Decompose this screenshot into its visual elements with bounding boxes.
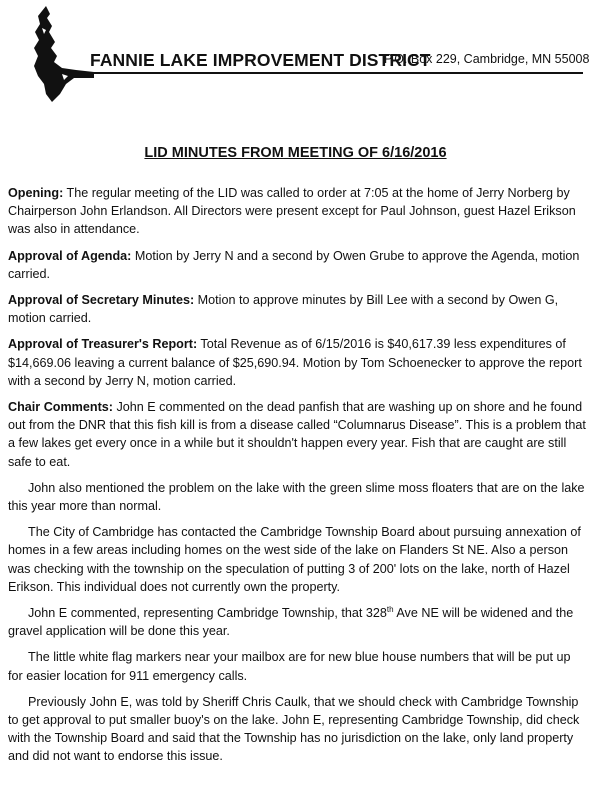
secretary-heading: Approval of Secretary Minutes:	[8, 293, 195, 308]
letterhead-rule	[86, 72, 583, 74]
slime-paragraph: John also mentioned the problem on the lake with the green slime moss floaters that are on the lake this year more than normal.	[8, 480, 585, 514]
document-title: LID MINUTES FROM MEETING OF 6/16/2016	[144, 145, 447, 161]
road-text-after: Ave NE will be widened and the gravel application will be done this year.	[8, 606, 574, 639]
agenda-paragraph	[8, 247, 586, 283]
road-text-before: John E commented, representing Cambridge Township, that 328	[28, 606, 387, 621]
road-paragraph	[8, 604, 586, 640]
letterhead	[0, 0, 591, 110]
treasurer-paragraph	[8, 335, 586, 390]
treasurer-text: Total Revenue as of 6/15/2016 is $40,617.39 less expenditures of $14,669.06 leaving a current balance of $25,690.94. Motion by Tom Schoenecker to approve the report with a second by Jerry N, motion carried.	[8, 337, 582, 388]
treasurer-heading: Approval of Treasurer's Report:	[8, 337, 198, 352]
road-superscript: th	[386, 604, 394, 614]
annexation-paragraph: The City of Cambridge has contacted the Cambridge Township Board about pursuing annexation of homes in a few areas including homes on the west side of the lake on Flanders St NE. Also a person was checking with the township on the speculation of putting 3 of 200' lots on the lake, north of Hazel Erikson. This individual does not currently own the property.	[8, 525, 581, 594]
chair-heading: Chair Comments:	[8, 400, 113, 415]
organization-name: FANNIE LAKE IMPROVEMENT DISTRICT	[90, 50, 431, 70]
chair-paragraph	[8, 398, 586, 471]
flags-paragraph: The little white flag markers near your mailbox are for new blue house numbers that will be put up for easier location for 911 emergency calls.	[8, 650, 571, 683]
agenda-heading: Approval of Agenda:	[8, 248, 132, 263]
opening-heading: Opening:	[8, 186, 64, 200]
minutes-body	[8, 184, 586, 774]
opening-text: The regular meeting of the LID was called to order at 7:05 at the home of Jerry Norberg by Chairperson John Erlandson. All Directors were present except for Paul Johnson, guest Hazel Erikson was also in attendance.	[8, 186, 576, 237]
secretary-text: Motion to approve minutes by Bill Lee with a second by Owen G, motion carried.	[8, 293, 559, 326]
chair-text: John E commented on the dead panfish that are washing up on shore and he found out from the DNR that this fish kill is from a disease called “Columnarus Disease”. This is a problem that a few lakes get every once in a while but it shouldn't happen every year. Fish that are caught are still safe to eat.	[8, 400, 586, 469]
lake-logo-icon	[16, 4, 96, 104]
secretary-paragraph	[8, 291, 586, 327]
opening-paragraph	[8, 184, 586, 239]
organization-address: P.O. Box 229, Cambridge, MN 55008	[384, 52, 590, 66]
buoys-paragraph: Previously John E, was told by Sheriff Chris Caulk, that we should check with Cambridge Township to get approval to put smaller buoy's on the lake. John E, representing Cambridge Township, did check with the Township Board and said that the Township has no jurisdiction on the lake, only land property and did not want to endorse this issue.	[8, 694, 580, 764]
agenda-text: Motion by Jerry N and a second by Owen Grube to approve the Agenda, motion carried.	[8, 248, 580, 281]
